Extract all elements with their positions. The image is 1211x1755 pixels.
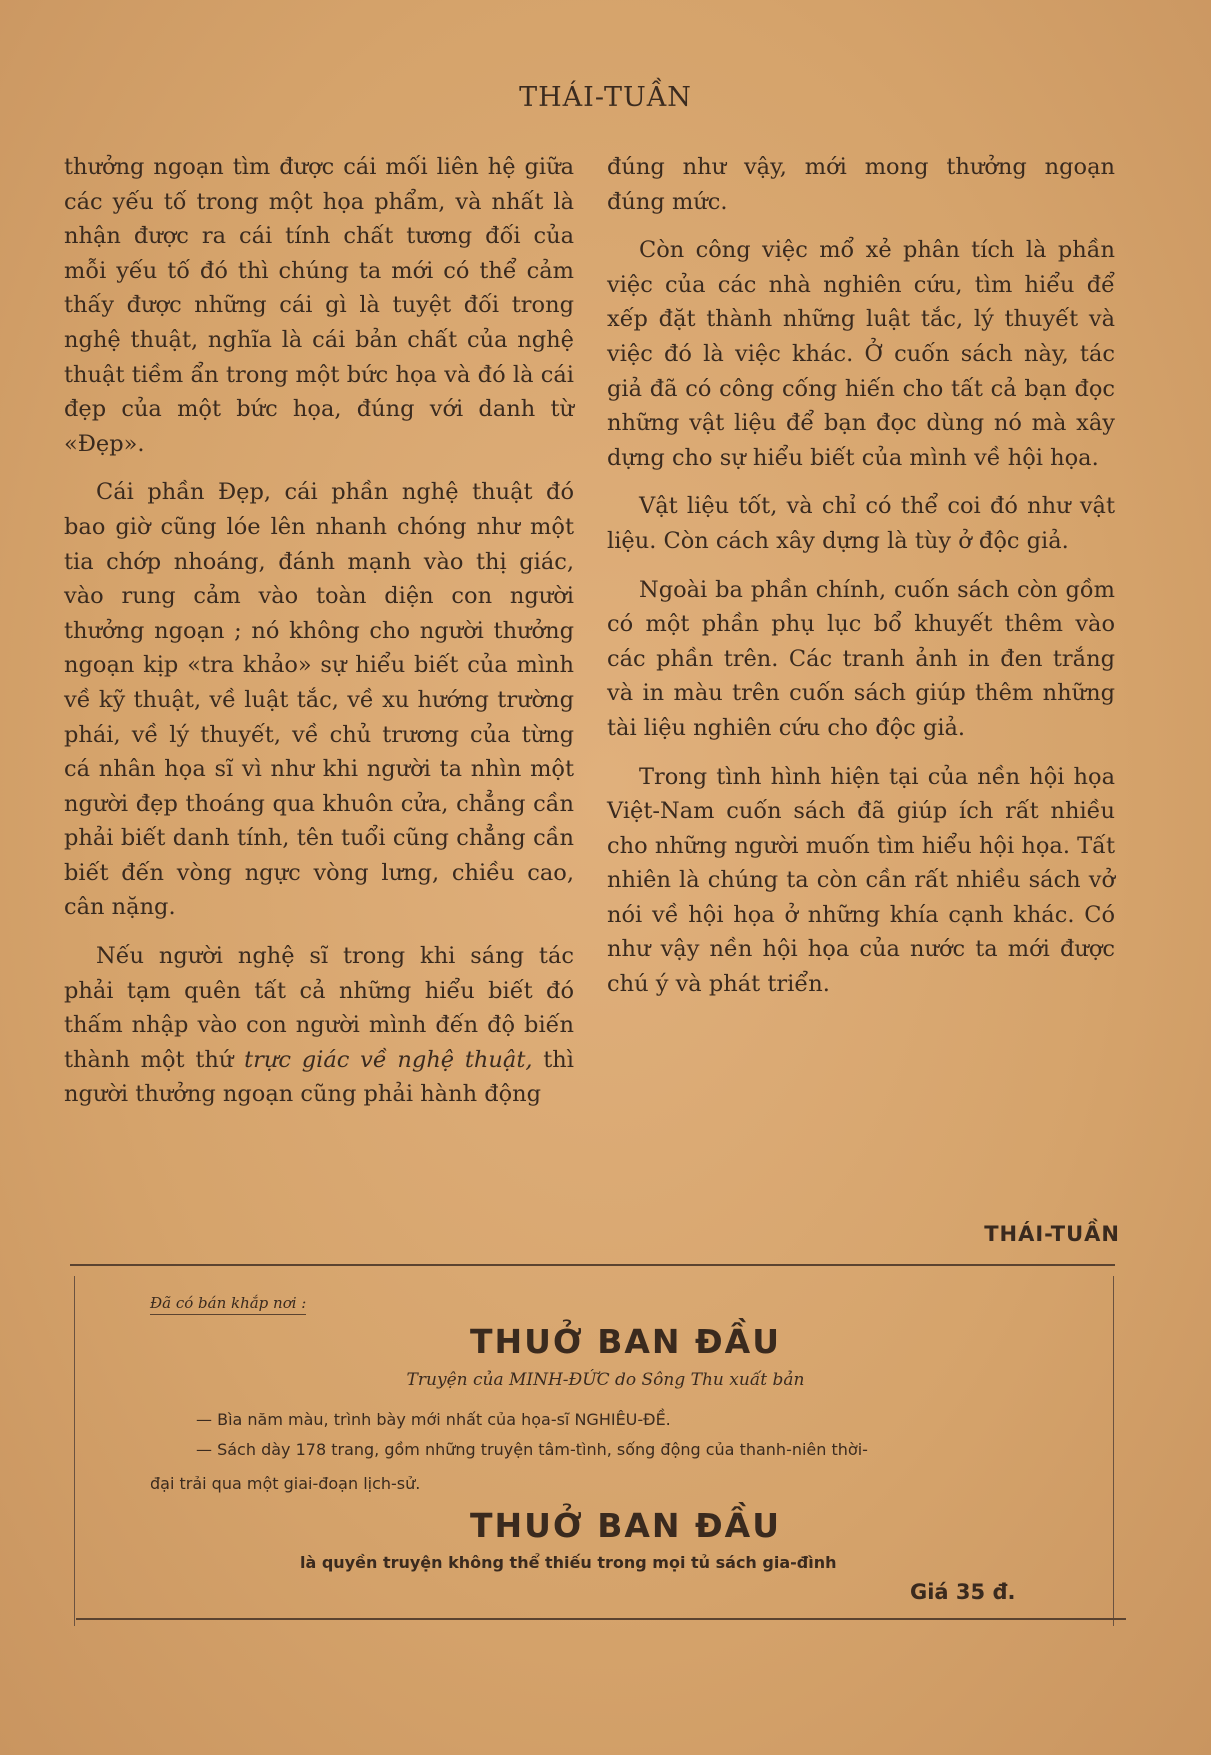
article-paragraph-text: Nếu người nghệ sĩ trong khi sáng tác phải tạm quên tất cả những hiểu biết đó thấm nhập vào con người mình đến độ biến thành một thứ [64,943,574,1073]
divider-rule [70,1264,1115,1266]
article-paragraph: thưởng ngoạn tìm được cái mối liên hệ giữa các yếu tố trong một họa phẩm, và nhất là nhận được ra cái tính chất tương đối của mỗi yếu tố đó thì chúng ta mới có thể cảm thấy được những cái gì là tuyệt đối trong nghệ thuật, nghĩa là cái bản chất của nghệ thuật tiềm ẩn trong một bức họa và đó là cái đẹp của một bức họa, đúng với danh từ «Đẹp». [64,154,574,457]
ad-book-title: THUỞ BAN ĐẦU [469,1322,782,1361]
page-header-author: THÁI-TUẦN [519,82,692,113]
ad-book-title-repeat: THUỞ BAN ĐẦU [469,1506,782,1545]
divider-rule [76,1618,1126,1620]
article-paragraph: đúng như vậy, mới mong thưởng ngoạn đúng mức. [607,154,1115,215]
article-paragraph: Còn công việc mổ xẻ phân tích là phần việc của các nhà nghiên cứu, tìm hiểu để xếp đặt thành những luật tắc, lý thuyết và việc đó là việc khác. Ở cuốn sách này, tác giả đã có công cống hiến cho tất cả bạn đọc những vật liệu để bạn đọc dùng nó mà xây dựng cho sự hiểu biết của mình về hội họa. [607,237,1115,471]
article-column-left [64,150,574,1126]
article-italic-phrase: trực giác về nghệ thuật, [244,1046,533,1073]
article-paragraph: Cái phần Đẹp, cái phần nghệ thuật đó bao giờ cũng lóe lên nhanh chóng như một tia chớp nhoáng, đánh mạnh vào thị giác, vào rung cảm vào toàn diện con người thưởng ngoạn ; nó không cho người thưởng ngoạn kịp «tra khảo» sự hiểu biết của mình về kỹ thuật, về luật tắc, về xu hướng trường phái, về lý thuyết, về chủ trương của từng cá nhân họa sĩ vì như khi người ta nhìn một người đẹp thoáng qua khuôn cửa, chẳng cần phải biết danh tính, tên tuổi cũng chẳng cần biết đến vòng ngực vòng lưng, chiều cao, cân nặng. [64,479,574,921]
ad-kicker: Đã có bán khắp nơi : [150,1294,306,1315]
article-signature: THÁI-TUẦN [984,1222,1120,1246]
article-paragraph: Vật liệu tốt, và chỉ có thể coi đó như vật liệu. Còn cách xây dựng là tùy ở độc giả. [607,493,1115,554]
article-paragraph-mixed [64,939,574,1112]
ad-detail-line: đại trải qua một giai-đoạn lịch-sử. [150,1474,421,1493]
ad-subtitle: Truyện của MINH-ĐỨC do Sông Thu xuất bản [406,1370,805,1390]
article-paragraph: Trong tình hình hiện tại của nền hội họa Việt-Nam cuốn sách đã giúp ích rất nhiều cho những người muốn tìm hiểu hội họa. Tất nhiên là chúng ta còn cần rất nhiều sách vở nói về hội họa ở những khía cạnh khác. Có như vậy nền hội họa của nước ta mới được chú ý và phát triển. [607,763,1115,998]
article-paragraph: Ngoài ba phần chính, cuốn sách còn gồm có một phần phụ lục bổ khuyết thêm vào các phần trên. Các tranh ảnh in đen trắng và in màu trên cuốn sách giúp thêm những tài liệu nghiên cứu cho độc giả. [607,576,1115,741]
article-column-right [607,150,1115,1016]
ad-tagline: là quyền truyện không thể thiếu trong mọi tủ sách gia-đình [300,1553,837,1572]
article-paragraph-tail: thì người thưởng ngoạn cũng phải hành động [64,1046,574,1108]
ad-detail-line: — Bìa năm màu, trình bày mới nhất của họa-sĩ NGHIÊU-ĐỀ. [196,1410,671,1429]
ad-price: Giá 35 đ. [910,1580,1016,1604]
ad-detail-line: — Sách dày 178 trang, gồm những truyện tâm-tình, sống động của thanh-niên thời- [196,1440,868,1459]
